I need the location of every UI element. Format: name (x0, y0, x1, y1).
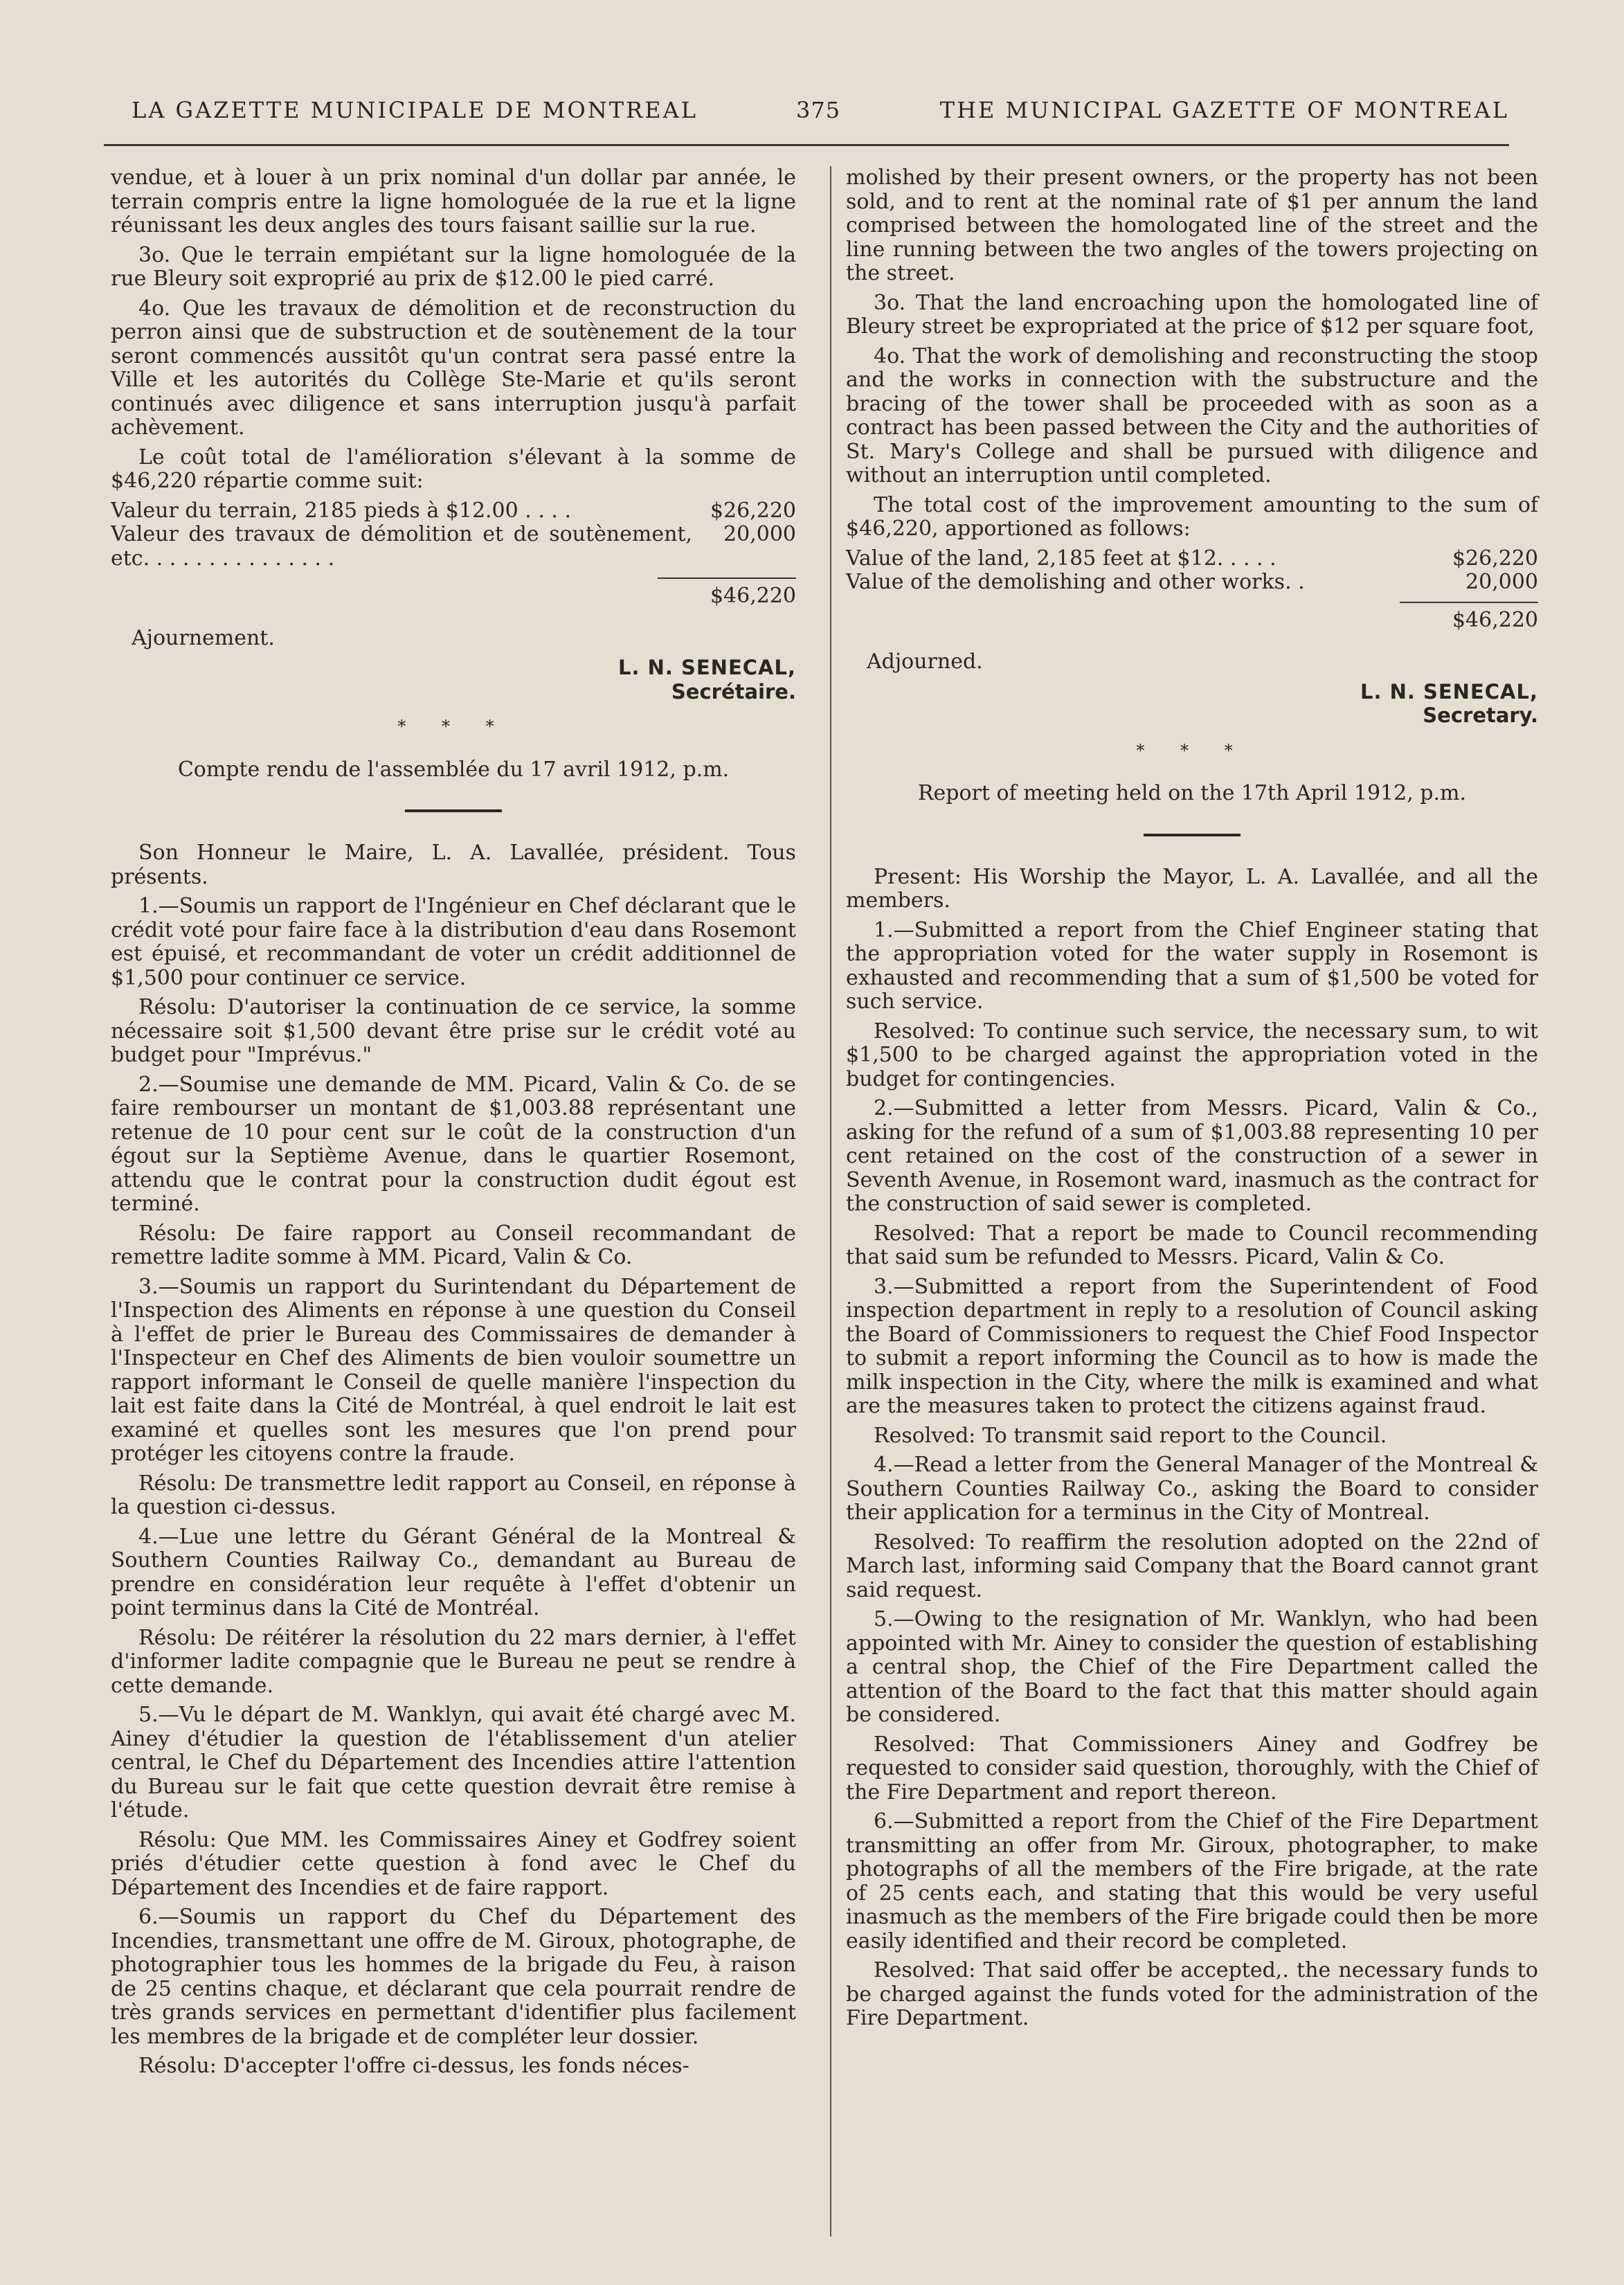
amount-label: Value of the land, 2,185 feet at $12. . . . . (846, 546, 1276, 571)
paragraph-4o: 4o. That the work of demolishing and reconstructing the stoop and the works in connection with the substructure and the bracing of the tower shall be proceeded with as soon as a contract has been passed between the City and the authorities of St. Mary's College and shall be pursued with diligence and without an interruption until completed. (846, 343, 1538, 487)
item-4: 4.—Lue une lettre du Gérant Général de la Montreal & Southern Counties Railway Co., demandant au Bureau de prendre en considération leur requête à l'effet d'obtenir un point terminus dans la Cité de Montréal. (111, 1524, 796, 1620)
resolution-2: Résolu: De faire rapport au Conseil recommandant de remettre ladite somme à MM. Picard, Valin & Co. (111, 1221, 796, 1269)
paragraph-total-cost: Le coût total de l'amélioration s'élevant à la somme de $46,220 répartie comme suit: (111, 445, 796, 493)
section-separator (405, 809, 502, 812)
amount-row-land (846, 547, 1538, 571)
paragraph-3o: 3o. That the land encroaching upon the homologated line of Bleury street be expropriated at the price of $12 per square foot, (846, 290, 1538, 339)
amount-value: 20,000 (1465, 570, 1538, 594)
total-rule (658, 577, 796, 579)
resolution-6: Résolu: D'accepter l'offre ci-dessus, les fonds néces- (138, 2054, 689, 2078)
signature-role: Secretary. (1423, 704, 1538, 727)
header-rule (104, 144, 1509, 146)
resolution-5: Résolu: Que MM. les Commissaires Ainey et Godfrey soient priés d'étudier cette question à fond avec le Chef du Département des Incendies et de faire rapport. (111, 1827, 796, 1900)
amount-value: $26,220 (710, 498, 796, 523)
item-3: 3.—Soumis un rapport du Surintendant du Département de l'Inspection des Aliments en réponse à une question du Conseil à l'effet de prier le Bureau des Commissaires de demander à l'Inspecteur en Chef des Aliments de bien vouloir soumettre un rapport informant le Conseil de quelle manière l'inspection du lait est faite dans la Cité de Montréal, à quel endroit le lait est examiné et quelles sont les mesures que l'on prend pour protéger les citoyens contre la fraude. (111, 1274, 796, 1466)
item-2: 2.—Soumise une demande de MM. Picard, Valin & Co. de se faire rembourser un montant de $1,003.88 représentant une retenue de 10 pour cent sur le coût de la construction d'un égout sur la Septième Avenue, dans le quartier Rosemont, attendu que le contrat pour la construction dudit égout est terminé. (111, 1072, 796, 1216)
section-stars: * * * (1136, 740, 1248, 760)
paragraph-4o: 4o. Que les travaux de démolition et de reconstruction du perron ainsi que de substruction et de soutènement de la tour seront commencés aussitôt qu'un contrat sera passé entre la Ville et les autorités du Collège Ste-Marie et qu'ils seront continués avec diligence et sans interruption jusqu'à parfait achèvement. (111, 296, 796, 440)
item-6: 6.—Submitted a report from the Chief of the Fire Department transmitting an offer from Mr. Giroux, photographer, to make photographs of all the members of the Fire brigade, at the rate of 25 cents each, and stating that this would be very useful inasmuch as the members of the Fire brigade could then be more easily identified and their record be completed. (846, 1809, 1538, 1953)
meeting-title: Compte rendu de l'assemblée du 17 avril 1912, p.m. (177, 757, 730, 782)
item-5: 5.—Vu le départ de M. Wanklyn, qui avait été chargé avec M. Ainey d'étudier la question de l'établissement d'un atelier central, le Chef du Département des Incendies attire l'attention du Bureau sur le fait que cette question devrait être remise à l'étude. (111, 1703, 796, 1822)
amount-row-works (111, 523, 796, 571)
amount-label: Valeur du terrain, 2185 pieds à $12.00 . . . . (111, 498, 572, 523)
item-2: 2.—Submitted a letter from Messrs. Picard, Valin & Co., asking for the refund of a sum of $1,003.88 representing 10 per cent retained on the cost of the construction of a sewer in Seventh Avenue, in Rosemont ward, inasmuch as the contract for the construction of said sewer is completed. (846, 1096, 1538, 1216)
item-1: 1.—Soumis un rapport de l'Ingénieur en Chef déclarant que le crédit voté pour faire face à la distribution d'eau dans Rosemont est épuisé, et recommandant de voter un crédit additionnel de $1,500 pour continuer ce service. (111, 894, 796, 990)
resolution-1: Résolu: D'autoriser la continuation de ce service, la somme nécessaire soit $1,500 devant être prise sur le crédit voté au budget pour "Imprévus." (111, 995, 796, 1067)
item-5: 5.—Owing to the resignation of Mr. Wanklyn, who had been appointed with Mr. Ainey to consider the question of establishing a central shop, the Chief of the Fire Department called the attention of the Board to the fact that this matter should again be considered. (846, 1607, 1538, 1727)
amount-row-works (846, 571, 1538, 595)
signature: L. N. SENECAL, (618, 656, 796, 679)
adjourned: Ajournement. (132, 625, 275, 650)
resolution-2: Resolved: That a report be made to Council recommending that said sum be refunded to Messrs. Picard, Valin & Co. (846, 1221, 1538, 1269)
amount-label: Valeur des travaux de démolition et de soutènement, etc. . . . . . . . . . . . . . . (111, 522, 692, 571)
page-header (132, 97, 1509, 133)
resolution-4: Resolved: To reaffirm the resolution adopted on the 22nd of March last, informing said Company that the Board cannot grant said request. (846, 1530, 1538, 1602)
adjourned: Adjourned. (867, 649, 983, 674)
page-number: 375 (796, 97, 841, 123)
meeting-title: Report of meeting held on the 17th April 1912, p.m. (917, 781, 1467, 805)
item-4: 4.—Read a letter from the General Manager of the Montreal & Southern Counties Railway Co., asking the Board to consider their application for a terminus in the City of Montreal. (846, 1453, 1538, 1525)
paragraph-total-cost: The total cost of the improvement amounting to the sum of $46,220, apportioned as follows: (846, 492, 1538, 541)
header-title-english: THE MUNICIPAL GAZETTE OF MONTREAL (939, 97, 1509, 123)
resolution-3: Resolved: To transmit said report to the Council. (874, 1423, 1387, 1448)
amount-value: 20,000 (723, 522, 796, 546)
signature-role: Secrétaire. (671, 679, 796, 704)
amount-value: $26,220 (1452, 546, 1538, 571)
amount-label: Value of the demolishing and other works. . (846, 570, 1305, 594)
amount-total: $46,220 (1452, 607, 1538, 632)
column-divider (830, 166, 831, 2237)
header-title-french: LA GAZETTE MUNICIPALE DE MONTREAL (132, 97, 698, 123)
paragraph-continued: molished by their present owners, or the property has not been sold, and to rent at the nominal rate of $1 per annum the land comprised between the homologated line of the street and the line running between the two angles of the towers projecting on the street. (846, 165, 1538, 285)
french-column (111, 166, 796, 2084)
resolution-6: Resolved: That said offer be accepted,. the necessary funds to be charged against the funds voted for the administration of the Fire Department. (846, 1958, 1538, 2030)
paragraph-3o: 3o. Que le terrain empiétant sur la ligne homologuée de la rue Bleury soit exproprié au prix de $12.00 le pied carré. (111, 242, 796, 291)
item-6: 6.—Soumis un rapport du Chef du Département des Incendies, transmettant une offre de M. Giroux, photographe, de photographier tous les hommes de la brigade du Feu, à raison de 25 centins chaque, et déclarant que cela pourrait rendre de très grands services en permettant d'identifier plus facilement les membres de la brigade et de compléter leur dossier. (111, 1905, 796, 2049)
item-1: 1.—Submitted a report from the Chief Engineer stating that the appropriation voted for the water supply in Rosemont is exhausted and recommending that a sum of $1,500 be voted for such service. (846, 917, 1538, 1014)
total-rule (1400, 602, 1538, 603)
present-paragraph: Son Honneur le Maire, L. A. Lavallée, président. Tous présents. (111, 841, 796, 889)
english-column (846, 166, 1538, 2036)
section-separator (1144, 834, 1240, 836)
amount-total: $46,220 (710, 584, 796, 608)
amount-row-land (111, 499, 796, 523)
resolution-4: Résolu: De réitérer la résolution du 22 mars dernier, à l'effet d'informer ladite compagnie que le Bureau ne peut se rendre à cette demande. (111, 1625, 796, 1698)
resolution-5: Resolved: That Commissioners Ainey and Godfrey be requested to consider said question, thoroughly, with the Chief of the Fire Department and report thereon. (846, 1732, 1538, 1804)
signature: L. N. SENECAL, (1360, 679, 1538, 704)
section-stars: * * * (397, 717, 509, 736)
item-3: 3.—Submitted a report from the Superintendent of Food inspection department in reply to a resolution of Council asking the Board of Commissioners to request the Chief Food Inspector to submit a report informing the Council as to how is made the milk inspection in the City, where the milk is examined and what are the measures taken to protect the citizens against fraud. (846, 1274, 1538, 1418)
resolution-1: Resolved: To continue such service, the necessary sum, to wit $1,500 to be charged against the appropriation voted in the budget for contingencies. (846, 1019, 1538, 1091)
present-paragraph: Present: His Worship the Mayor, L. A. Lavallée, and all the members. (846, 864, 1538, 913)
paragraph-continued: vendue, et à louer à un prix nominal d'un dollar par année, le terrain compris entre la ligne homologuée de la rue et la ligne réunissant les deux angles des tours faisant saillie sur la rue. (111, 165, 796, 238)
resolution-3: Résolu: De transmettre ledit rapport au Conseil, en réponse à la question ci-dessus. (111, 1471, 796, 1519)
